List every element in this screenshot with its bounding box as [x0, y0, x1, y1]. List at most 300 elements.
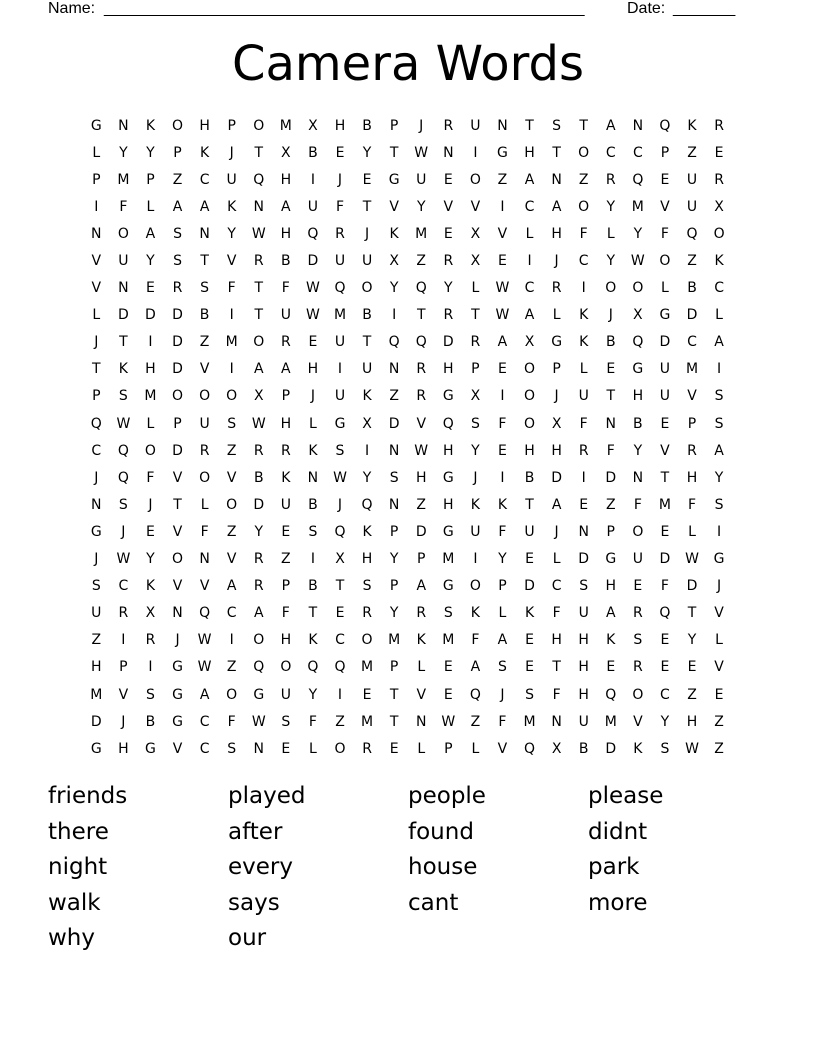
grid-letter: R: [172, 280, 183, 297]
grid-letter: G: [713, 551, 726, 568]
grid-letter: E: [443, 225, 454, 242]
grid-letter: T: [389, 686, 399, 703]
grid-letter: T: [552, 144, 562, 161]
grid-letter: W: [251, 713, 267, 730]
grid-row: [83, 166, 733, 193]
grid-letter: S: [227, 740, 237, 757]
grid-letter: R: [362, 740, 373, 757]
grid-letter: V: [199, 578, 210, 595]
grid-letter: C: [687, 334, 698, 351]
grid-letter: X: [470, 225, 481, 242]
grid-letter: Q: [253, 659, 265, 676]
grid-letter: I: [500, 198, 506, 215]
word-bank-item: park: [588, 854, 640, 881]
grid-letter: T: [362, 198, 372, 215]
grid-letter: Z: [416, 253, 427, 270]
grid-letter: I: [229, 632, 235, 649]
grid-letter: A: [145, 225, 156, 242]
grid-letter: C: [524, 198, 535, 215]
grid-letter: J: [608, 307, 614, 324]
grid-letter: K: [145, 117, 156, 134]
grid-letter: E: [714, 144, 725, 161]
grid-letter: T: [606, 388, 616, 405]
grid-letter: T: [254, 144, 264, 161]
grid-letter: S: [91, 578, 102, 595]
grid-letter: X: [308, 117, 319, 134]
word-bank-item: night: [48, 854, 108, 881]
grid-letter: W: [333, 469, 348, 486]
grid-letter: B: [362, 307, 373, 324]
grid-letter: I: [392, 307, 397, 324]
grid-letter: O: [199, 388, 211, 405]
grid-letter: F: [281, 605, 291, 622]
grid-letter: O: [469, 578, 482, 595]
grid-letter: Q: [90, 415, 103, 432]
grid-letter: K: [470, 496, 481, 513]
word-bank-item: our: [228, 925, 267, 952]
grid-letter: D: [117, 307, 130, 324]
grid-letter: S: [118, 496, 129, 513]
grid-letter: L: [309, 415, 318, 432]
grid-letter: E: [660, 171, 670, 188]
grid-letter: Z: [687, 686, 698, 703]
grid-letter: Q: [415, 280, 428, 297]
grid-letter: H: [334, 117, 346, 134]
grid-letter: S: [146, 686, 156, 703]
grid-letter: N: [443, 144, 455, 161]
grid-letter: V: [91, 253, 102, 270]
grid-letter: J: [94, 334, 99, 351]
grid-letter: O: [144, 442, 157, 459]
grid-letter: T: [92, 361, 102, 378]
grid-letter: L: [471, 280, 480, 297]
grid-letter: E: [606, 659, 616, 676]
grid-letter: T: [362, 334, 372, 351]
grid-row: [83, 329, 733, 356]
grid-letter: C: [199, 740, 210, 757]
grid-letter: G: [172, 659, 184, 676]
grid-letter: O: [334, 740, 346, 757]
grid-letter: X: [524, 334, 535, 351]
grid-letter: X: [145, 605, 156, 622]
grid-row: [83, 600, 733, 627]
grid-letter: D: [172, 307, 184, 324]
grid-letter: P: [92, 388, 102, 405]
grid-letter: G: [659, 307, 671, 324]
grid-letter: I: [717, 523, 722, 540]
grid-letter: Y: [389, 551, 399, 568]
grid-letter: R: [335, 225, 346, 242]
word-bank-item: played: [228, 783, 306, 809]
grid-letter: P: [660, 144, 670, 161]
grid-letter: R: [253, 578, 265, 595]
grid-letter: V: [389, 198, 400, 215]
grid-letter: C: [714, 280, 725, 297]
grid-letter: M: [658, 496, 672, 513]
grid-letter: T: [687, 605, 697, 622]
grid-letter: A: [551, 198, 562, 215]
grid-letter: X: [551, 415, 562, 432]
grid-letter: N: [91, 225, 103, 242]
grid-letter: O: [172, 388, 184, 405]
grid-letter: C: [199, 171, 210, 188]
grid-letter: P: [119, 659, 129, 676]
grid-letter: Y: [308, 686, 318, 703]
grid-letter: T: [471, 307, 481, 324]
grid-letter: K: [579, 307, 589, 324]
grid-letter: G: [497, 144, 509, 161]
grid-letter: I: [473, 551, 478, 568]
grid-letter: H: [280, 415, 292, 432]
grid-letter: E: [498, 361, 508, 378]
grid-letter: T: [552, 659, 562, 676]
grid-letter: R: [443, 117, 454, 134]
grid-row: [83, 356, 733, 383]
grid-letter: H: [686, 713, 698, 730]
grid-letter: I: [581, 280, 587, 297]
grid-letter: U: [361, 253, 373, 270]
grid-letter: K: [687, 117, 698, 134]
grid-letter: Q: [361, 496, 374, 513]
grid-letter: M: [604, 713, 618, 730]
grid-letter: E: [660, 523, 670, 540]
grid-row: [83, 410, 733, 437]
grid-letter: W: [251, 225, 267, 242]
grid-letter: U: [280, 307, 292, 324]
grid-letter: D: [659, 334, 671, 351]
grid-letter: J: [554, 253, 560, 270]
grid-letter: S: [552, 117, 562, 134]
grid-letter: U: [307, 198, 319, 215]
word-search-grid: [83, 112, 733, 762]
grid-letter: J: [121, 523, 126, 540]
grid-letter: S: [200, 280, 210, 297]
word-bank-item: cant: [408, 889, 459, 916]
grid-letter: P: [389, 659, 399, 676]
grid-letter: K: [579, 334, 589, 351]
grid-letter: M: [442, 632, 455, 649]
grid-letter: V: [497, 225, 508, 242]
grid-letter: V: [443, 198, 454, 215]
word-bank-item: people: [408, 783, 486, 809]
word-bank: [48, 781, 768, 959]
grid-letter: Q: [442, 415, 455, 432]
grid-letter: R: [443, 307, 454, 324]
grid-letter: Q: [334, 659, 346, 676]
grid-letter: J: [337, 496, 343, 513]
grid-letter: D: [524, 578, 536, 595]
grid-letter: O: [605, 280, 617, 297]
grid-letter: J: [473, 469, 478, 486]
grid-letter: D: [605, 469, 617, 486]
grid-letter: U: [686, 171, 698, 188]
grid-letter: B: [605, 334, 617, 351]
grid-letter: L: [498, 605, 507, 622]
grid-row: [83, 464, 733, 491]
grid-letter: M: [388, 632, 401, 649]
grid-letter: Q: [307, 659, 319, 676]
grid-letter: H: [443, 361, 455, 378]
grid-letter: S: [714, 388, 725, 405]
grid-letter: H: [280, 225, 292, 242]
grid-letter: R: [714, 171, 725, 188]
grid-letter: L: [417, 659, 426, 676]
grid-letter: Q: [199, 605, 211, 622]
grid-letter: S: [714, 496, 725, 513]
grid-letter: V: [470, 198, 481, 215]
grid-letter: A: [551, 496, 562, 513]
grid-letter: T: [579, 117, 589, 134]
grid-letter: N: [172, 605, 184, 622]
grid-letter: J: [554, 388, 560, 405]
grid-letter: A: [199, 198, 210, 215]
grid-letter: A: [524, 171, 535, 188]
grid-letter: O: [469, 171, 482, 188]
grid-letter: N: [415, 713, 427, 730]
grid-letter: N: [253, 740, 265, 757]
grid-letter: K: [606, 632, 616, 649]
grid-letter: X: [470, 388, 481, 405]
grid-letter: P: [389, 578, 399, 595]
grid-letter: A: [172, 198, 183, 215]
grid-letter: B: [199, 307, 210, 324]
grid-letter: M: [90, 686, 103, 703]
grid-letter: A: [714, 334, 725, 351]
grid-letter: N: [199, 551, 211, 568]
grid-letter: T: [119, 334, 129, 351]
grid-letter: E: [498, 442, 508, 459]
grid-letter: O: [172, 551, 184, 568]
grid-letter: J: [94, 551, 99, 568]
grid-letter: N: [388, 361, 400, 378]
grid-letter: Z: [605, 496, 617, 513]
grid-letter: T: [525, 496, 535, 513]
grid-letter: Z: [714, 713, 725, 730]
grid-letter: U: [524, 523, 536, 540]
grid-letter: Z: [226, 442, 237, 459]
grid-letter: Z: [281, 551, 292, 568]
grid-letter: Z: [199, 334, 210, 351]
grid-letter: I: [310, 171, 316, 188]
grid-letter: Q: [117, 442, 130, 459]
grid-letter: N: [632, 469, 644, 486]
grid-letter: Y: [416, 198, 426, 215]
grid-letter: Y: [146, 551, 156, 568]
grid-letter: H: [686, 469, 698, 486]
grid-letter: Q: [659, 117, 671, 134]
grid-letter: U: [334, 388, 346, 405]
grid-letter: X: [281, 144, 292, 161]
grid-letter: X: [389, 253, 400, 270]
grid-letter: N: [388, 442, 400, 459]
grid-letter: Y: [362, 469, 372, 486]
grid-letter: I: [527, 253, 533, 270]
grid-letter: W: [116, 415, 131, 432]
grid-letter: G: [551, 334, 563, 351]
grid-letter: Y: [146, 144, 156, 161]
grid-letter: N: [199, 225, 211, 242]
grid-letter: C: [605, 144, 617, 161]
grid-letter: M: [144, 388, 157, 405]
grid-row: [83, 437, 733, 464]
grid-letter: V: [172, 469, 183, 486]
grid-letter: Q: [524, 740, 536, 757]
grid-letter: H: [578, 632, 590, 649]
grid-letter: G: [442, 469, 455, 486]
grid-letter: K: [227, 198, 237, 215]
grid-letter: N: [118, 117, 130, 134]
grid-letter: A: [199, 686, 210, 703]
grid-letter: H: [199, 117, 211, 134]
grid-letter: O: [226, 388, 238, 405]
grid-letter: M: [523, 713, 537, 730]
grid-letter: R: [253, 253, 265, 270]
grid-letter: F: [281, 280, 291, 297]
grid-letter: E: [660, 415, 670, 432]
grid-letter: Q: [686, 225, 699, 242]
word-bank-item: there: [48, 818, 109, 845]
grid-letter: J: [554, 523, 560, 540]
grid-letter: F: [227, 280, 237, 297]
grid-letter: Y: [687, 632, 697, 649]
grid-letter: Y: [633, 225, 643, 242]
grid-letter: F: [119, 198, 128, 215]
word-bank-item: friends: [48, 783, 128, 809]
grid-letter: R: [578, 442, 590, 459]
grid-letter: K: [118, 361, 129, 378]
grid-letter: S: [173, 225, 183, 242]
grid-letter: U: [578, 605, 590, 622]
grid-letter: A: [605, 605, 617, 622]
name-label: Name:: [48, 0, 96, 17]
grid-row: [83, 546, 733, 573]
grid-letter: E: [633, 578, 643, 595]
grid-letter: M: [225, 334, 239, 351]
grid-letter: L: [661, 280, 670, 297]
grid-letter: K: [200, 144, 210, 161]
word-bank-item: every: [228, 854, 293, 881]
grid-letter: V: [226, 551, 237, 568]
grid-letter: T: [254, 307, 264, 324]
grid-letter: B: [145, 713, 156, 730]
grid-letter: X: [253, 388, 265, 405]
word-bank-item: more: [588, 889, 648, 916]
grid-letter: H: [361, 551, 373, 568]
grid-letter: Z: [470, 713, 481, 730]
grid-letter: O: [578, 144, 590, 161]
grid-letter: A: [281, 198, 292, 215]
grid-letter: Q: [632, 334, 644, 351]
grid-letter: X: [551, 740, 562, 757]
grid-letter: F: [579, 415, 589, 432]
grid-letter: Z: [687, 144, 698, 161]
grid-letter: Z: [714, 740, 725, 757]
grid-letter: D: [442, 334, 455, 351]
grid-letter: N: [578, 523, 590, 540]
grid-letter: K: [633, 740, 643, 757]
grid-letter: O: [253, 334, 265, 351]
grid-letter: T: [200, 253, 210, 270]
grid-letter: Q: [307, 225, 319, 242]
grid-letter: Z: [389, 388, 400, 405]
grid-letter: J: [229, 144, 235, 161]
grid-row: [83, 681, 733, 708]
grid-letter: R: [470, 334, 481, 351]
grid-letter: Y: [660, 713, 670, 730]
grid-letter: F: [498, 523, 507, 540]
grid-letter: E: [146, 280, 156, 297]
grid-letter: V: [497, 740, 508, 757]
grid-letter: Q: [659, 605, 671, 622]
grid-letter: Q: [334, 523, 346, 540]
grid-letter: V: [172, 523, 183, 540]
grid-letter: L: [688, 523, 697, 540]
grid-letter: Y: [389, 280, 399, 297]
grid-letter: D: [686, 307, 698, 324]
grid-letter: L: [715, 632, 724, 649]
grid-letter: R: [118, 605, 129, 622]
grid-letter: Z: [497, 171, 508, 188]
grid-letter: H: [280, 171, 292, 188]
grid-letter: D: [659, 551, 671, 568]
grid-letter: D: [605, 740, 617, 757]
grid-letter: V: [687, 388, 698, 405]
grid-letter: H: [280, 632, 292, 649]
grid-letter: F: [498, 713, 507, 730]
grid-letter: K: [714, 253, 725, 270]
grid-letter: S: [443, 605, 454, 622]
grid-letter: E: [579, 496, 589, 513]
grid-letter: W: [197, 659, 213, 676]
grid-letter: N: [497, 117, 509, 134]
grid-letter: E: [525, 632, 535, 649]
grid-letter: P: [389, 117, 399, 134]
grid-row: [83, 193, 733, 220]
page-title: Camera Words: [231, 36, 584, 92]
grid-letter: O: [253, 632, 265, 649]
grid-letter: B: [633, 415, 644, 432]
grid-letter: A: [470, 659, 481, 676]
grid-letter: S: [470, 415, 481, 432]
grid-letter: D: [172, 361, 184, 378]
grid-letter: W: [251, 415, 267, 432]
grid-letter: J: [365, 225, 370, 242]
grid-letter: I: [229, 361, 235, 378]
grid-letter: E: [443, 171, 454, 188]
grid-letter: I: [500, 469, 506, 486]
grid-letter: E: [443, 659, 454, 676]
grid-row: [83, 708, 733, 735]
grid-letter: E: [335, 605, 345, 622]
grid-letter: G: [388, 171, 401, 188]
word-bank-item: found: [408, 818, 474, 845]
grid-letter: W: [441, 713, 456, 730]
grid-letter: F: [552, 605, 562, 622]
grid-letter: L: [471, 740, 480, 757]
grid-letter: S: [118, 388, 129, 405]
grid-letter: A: [714, 442, 725, 459]
grid-letter: R: [280, 334, 292, 351]
grid-letter: R: [632, 659, 644, 676]
word-bank-item: walk: [48, 889, 101, 916]
grid-letter: L: [525, 225, 534, 242]
grid-letter: D: [172, 334, 184, 351]
grid-letter: F: [606, 442, 616, 459]
grid-row: [83, 275, 733, 302]
grid-letter: G: [90, 740, 103, 757]
grid-letter: O: [226, 496, 238, 513]
grid-letter: R: [416, 388, 427, 405]
